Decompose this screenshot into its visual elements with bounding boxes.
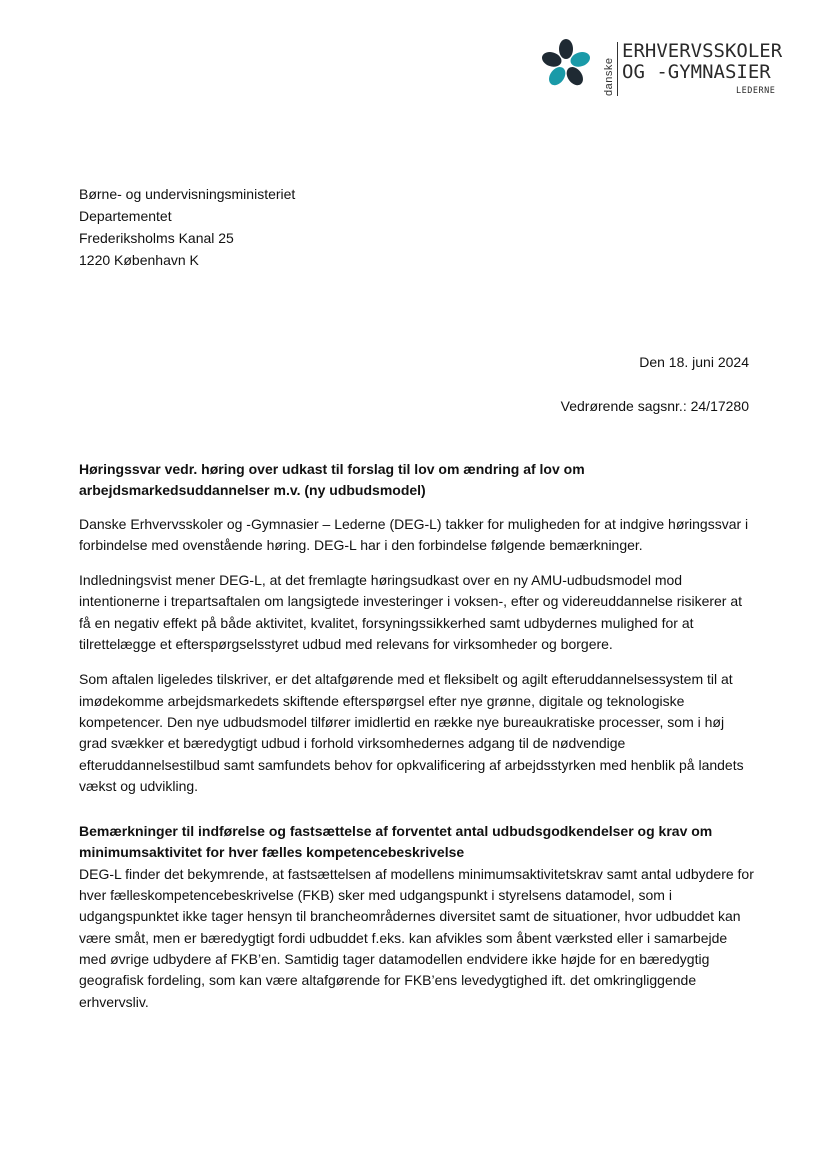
section-paragraph: DEG-L finder det bekymrende, at fastsættelsen af modellens minimumsaktivitetskrav samt antal udbydere for hver fælleskompetencebeskrivelse (FKB) sker med udgangspunkt i styrelsens datamodel, som i udgangspunktet ikke tager hensyn til brancheområdernes diversitet samt de situationer, hvor udbuddet kan være småt, men er bæredygtigt fordi udbuddet f.eks. kan afvikles som åbent værksted eller i samarbejde med øvrige udbydere af FKB’en. Samtidig tager datamodellen endvidere ikke højde for en bæredygtig geografisk fordeling, som kan være altafgørende for FKB’ens levedygtighed ift. det omkringliggende erhvervsliv. (79, 865, 754, 1010)
recipient-address (79, 183, 295, 271)
paragraph: Indledningsvist mener DEG-L, at det fremlagte høringsudkast over en ny AMU-udbudsmodel mod intentionerne i trepartsaftalen om langsigtede investeringer i voksen-, efter og videreuddannelse risikerer at få en negativ effekt på både aktivitet, kvalitet, forsyningssikkerhed samt udbydernes mulighed for at tilrettelægge et efterspørgselsstyret udbud med relevans for virksomheder og borgere. (79, 572, 743, 653)
case-reference: Vedrørende sagsnr.: 24/17280 (560, 398, 749, 414)
logo-small-word: danske (603, 57, 615, 96)
letter-date: Den 18. juni 2024 (639, 354, 749, 370)
section-heading: Bemærkninger til indførelse og fastsættelse af forventet antal udbudsgodkendelser og krav om minimumsaktivitet for hver fælles kompetencebeskrivelse (79, 823, 713, 861)
logo-line-1: ERHVERVSSKOLER (622, 40, 783, 62)
letter-title: Høringssvar vedr. høring over udkast til forslag til lov om ændring af lov om arbejdsmarkedsuddannelser m.v. (ny udbudsmodel) (79, 461, 585, 499)
logo-divider (617, 42, 618, 96)
logo-line-2: OG -GYMNASIER (622, 61, 771, 83)
address-line: Frederiksholms Kanal 25 (79, 230, 234, 246)
address-line: Departementet (79, 208, 172, 224)
letter-body (79, 459, 754, 1027)
flower-logo-icon (532, 36, 600, 88)
address-line: Børne- og undervisningsministeriet (79, 186, 296, 202)
paragraph: Danske Erhvervsskoler og -Gymnasier – Lederne (DEG-L) takker for muligheden for at indgive høringssvar i forbindelse med ovenstående høring. DEG-L har i den forbindelse følgende bemærkninger. (79, 515, 749, 553)
organization-logo (532, 36, 782, 102)
logo-line-3: LEDERNE (736, 86, 776, 96)
paragraph: Som aftalen ligeledes tilskriver, er det altafgørende med et fleksibelt og agilt efteruddannelsessystem til at imødekomme arbejdsmarkedets skiftende efterspørgsel efter nye grønne, digitale og teknologiske kompetencer. Den nye udbudsmodel tilfører imidlertid en række nye bureaukratiske processer, som i høj grad svækker et bæredygtigt udbud i forhold virksomhedernes adgang til de nødvendige efteruddannelsestilbud samt samfundets behov for opkvalificering af arbejdsstyrken med henblik på landets vækst og udvikling. (79, 671, 744, 794)
address-line: 1220 København K (79, 252, 199, 268)
